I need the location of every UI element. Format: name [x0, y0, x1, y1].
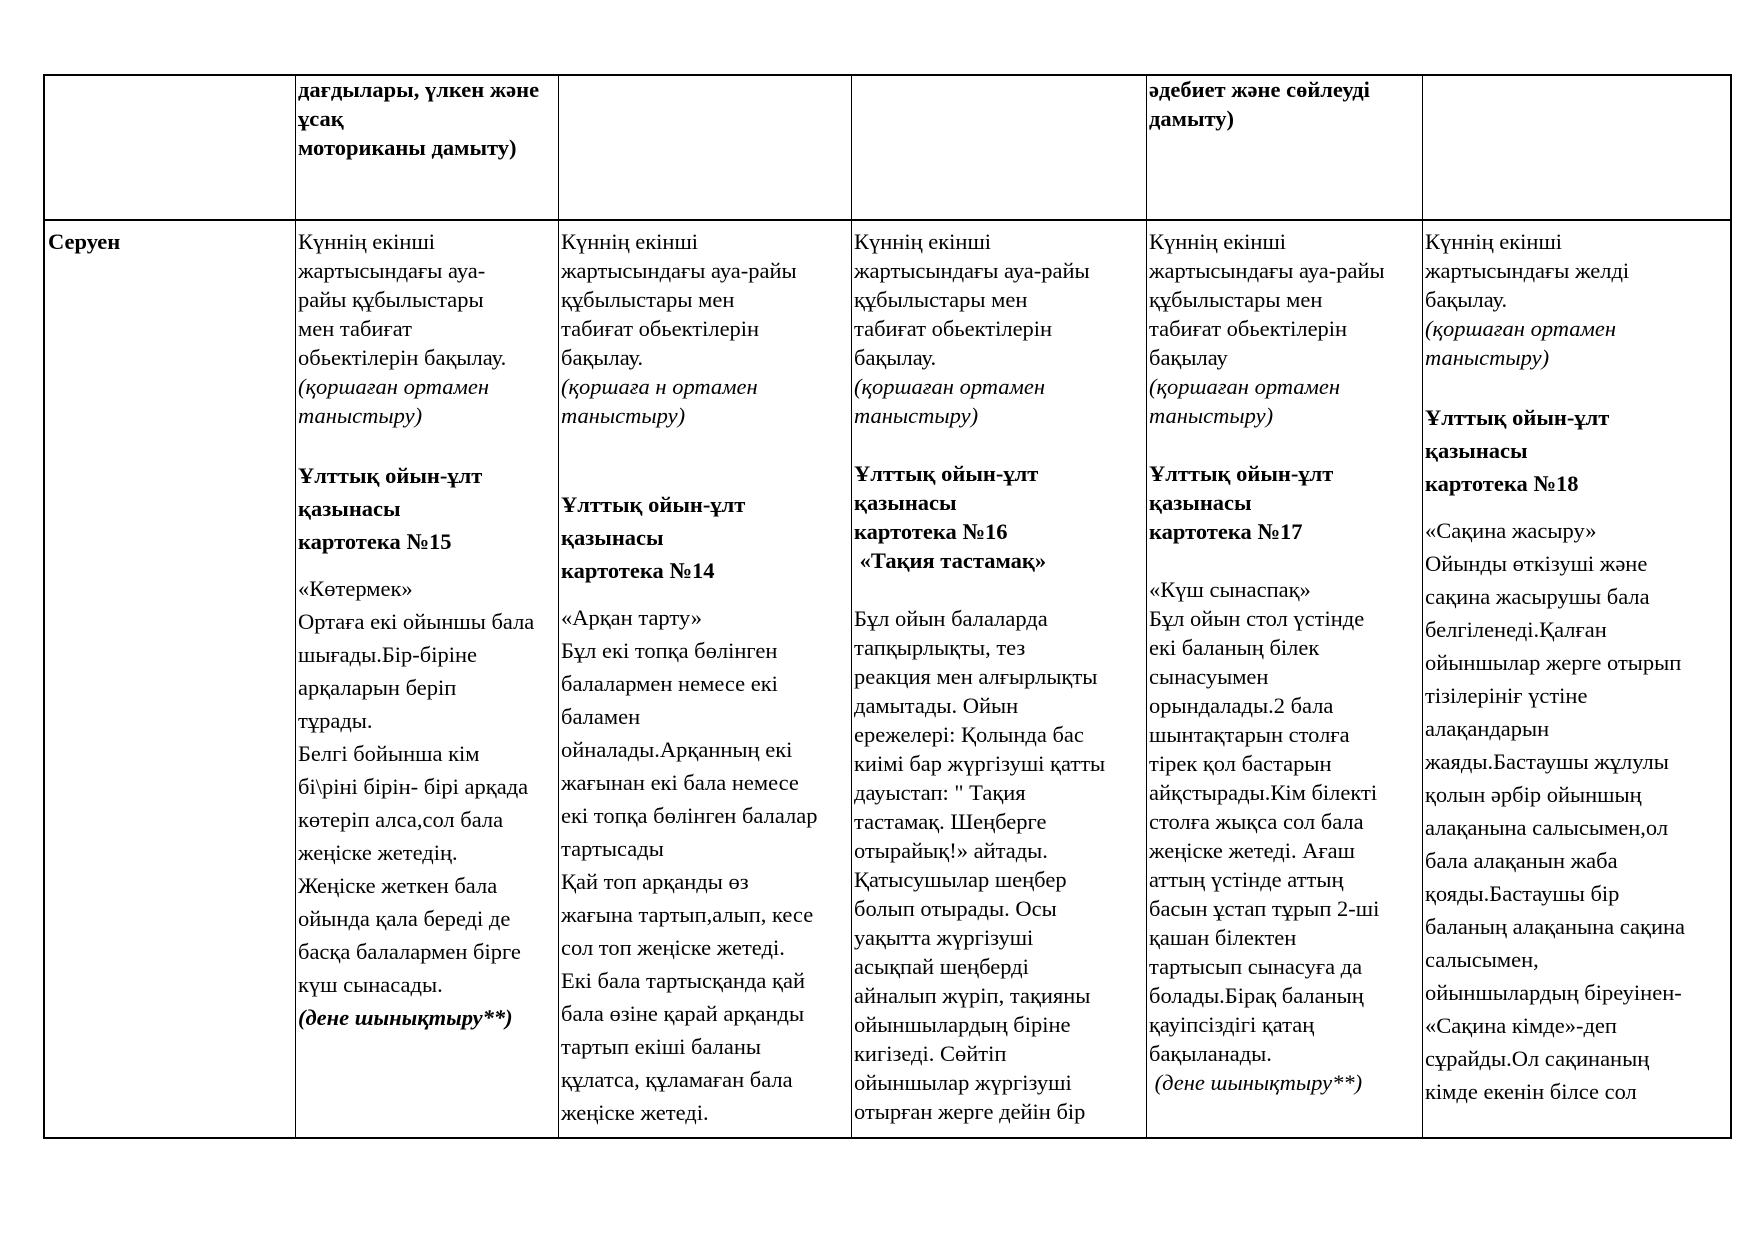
game-heading: Ұлттық ойын-ұлт — [854, 461, 1039, 486]
game-text-line: сұрайды.Ол сақинаның — [1425, 1046, 1650, 1071]
header-line: дамыту) — [1149, 106, 1235, 131]
observation-line: жартысындағы ауа-райы — [1149, 258, 1385, 283]
day-cell-5 — [1423, 227, 1732, 1137]
game-heading: «Тақия тастамақ» — [854, 548, 1047, 573]
game-text-line: Жеңіске жеткен бала — [298, 873, 498, 898]
subject-tag: (дене шынықтыру**) — [1149, 1070, 1363, 1095]
game-heading: Ұлттық ойын-ұлт — [1149, 461, 1334, 486]
game-text-line: жеңіске жетедің. — [298, 840, 458, 865]
observation-line: табиғат обьектілерін — [1149, 316, 1348, 341]
game-text-line: жеңіске жетеді. Ағаш — [1149, 838, 1355, 863]
day-cell-4 — [1147, 227, 1422, 1137]
game-heading: қазынасы — [1149, 490, 1252, 515]
game-text-line: жағынан екі бала немесе — [561, 770, 799, 795]
game-text-line: ойыншылар жүргізуші — [854, 1070, 1072, 1095]
game-text-line: «Сақина кімде»-деп — [1425, 1013, 1617, 1038]
game-text-line: алақанына салысымен,ол — [1425, 815, 1669, 840]
game-text-line: жеңіске жетеді. — [561, 1100, 709, 1125]
game-text-line: ережелері: Қолында бас — [854, 722, 1084, 747]
game-text-line: екі баланың білек — [1149, 635, 1320, 660]
game-text-line: жаяды.Бастаушы жұлулы — [1425, 749, 1669, 774]
observation-line: бақылау. — [854, 345, 937, 370]
game-text-line: уақытта жүргізуші — [854, 925, 1034, 950]
observation-line: бақылау. — [561, 345, 644, 370]
game-heading: Ұлттық ойын-ұлт — [1425, 405, 1610, 430]
game-text-line: айналып жүріп, тақияны — [854, 983, 1091, 1008]
game-text-line: Бұл ойын стол үстінде — [1149, 606, 1365, 631]
game-text-line: шынтақтарын столға — [1149, 722, 1350, 747]
game-text-line: киімі бар жүргізуші қатты — [854, 751, 1106, 776]
game-text-line: тізілерініғ үстіне — [1425, 683, 1588, 708]
game-text-line: басын ұстап тұрып 2-ші — [1149, 896, 1380, 921]
game-text-line: балалармен немесе екі — [561, 671, 778, 696]
game-text-line: қояды.Бастаушы бір — [1425, 881, 1620, 906]
game-text-line: бала өзіне қарай арқанды — [561, 1001, 805, 1026]
game-text-line: баламен — [561, 704, 641, 729]
game-text-line: бі\ріні бірін- бірі арқада — [298, 774, 529, 799]
game-text-line: тұрады. — [298, 708, 373, 733]
day-cell-2 — [559, 227, 851, 1137]
game-text-line: бала алақанын жаба — [1425, 848, 1618, 873]
game-text-line: Белгі бойынша кім — [298, 741, 480, 766]
game-text-line: кімде екенін білсе сол — [1425, 1079, 1637, 1104]
game-text-line: бақыланады. — [1149, 1041, 1272, 1066]
game-text-line: Қатысушылар шеңбер — [854, 867, 1067, 892]
game-text-line: ойыншылардың біріне — [854, 1012, 1071, 1037]
game-text-line: отырған жерге дейін бір — [854, 1099, 1086, 1124]
game-text-line: баланың алақанына сақина — [1425, 914, 1686, 939]
game-text-line: жағына тартып,алып, кесе — [561, 902, 814, 927]
game-text-line: Ойынды өткізуші және — [1425, 551, 1648, 576]
header-line: моториканы дамыту) — [298, 135, 517, 160]
subject-area: таныстыру) — [1425, 345, 1550, 370]
observation-line: жартысындағы ауа-райы — [561, 258, 797, 283]
game-text-line: құлатса, құламаған бала — [561, 1067, 793, 1092]
game-text-line: орындалады.2 бала — [1149, 693, 1334, 718]
subject-tag: (дене шынықтыру**) — [298, 1005, 513, 1030]
game-text-line: дамытады. Ойын — [854, 693, 1019, 718]
header-cell-col5 — [1147, 75, 1422, 215]
game-heading: Ұлттық ойын-ұлт — [298, 463, 483, 488]
observation-line: мен табиғат — [298, 316, 412, 341]
game-name: «Көтермек» — [298, 576, 413, 601]
game-text-line: сол топ жеңіске жетеді. — [561, 935, 785, 960]
row-label-text: Серуен — [48, 229, 121, 254]
game-text-line: тастамақ. Шеңберге — [854, 809, 1047, 834]
observation-line: бақылау. — [1425, 287, 1508, 312]
observation-line: жартысындағы ауа- — [298, 258, 486, 283]
observation-line: бақылау — [1149, 345, 1228, 370]
game-text-line: сынасуымен — [1149, 664, 1269, 689]
game-text-line: ойыншылар жерге отырып — [1425, 650, 1682, 675]
game-text-line: Бұл ойын балаларда — [854, 606, 1048, 631]
observation-line: Күннің екінші — [1425, 229, 1563, 254]
game-text-line: қауіпсіздігі қатаң — [1149, 1012, 1315, 1037]
subject-area: таныстыру) — [298, 403, 423, 428]
observation-line: райы құбылыстары — [298, 287, 484, 312]
observation-line: Күннің екінші — [561, 229, 699, 254]
subject-area: (қоршаған ортамен — [298, 374, 490, 399]
observation-line: обьектілерін бақылау. — [298, 345, 507, 370]
game-text-line: қашан білектен — [1149, 925, 1297, 950]
day-cell-3 — [852, 227, 1146, 1137]
game-text-line: дауыстап: " Тақия — [854, 780, 1026, 805]
game-text-line: көтеріп алса,сол бала — [298, 807, 504, 832]
game-heading: картотека №17 — [1149, 519, 1303, 544]
game-text-line: реакция мен алғырлықты — [854, 664, 1098, 689]
game-text-line: тартып екіші баланы — [561, 1034, 762, 1059]
game-text-line: ойыншылардың біреуінен- — [1425, 980, 1682, 1005]
subject-area: (қоршаған ортамен — [854, 374, 1046, 399]
row-label — [46, 227, 294, 287]
observation-line: құбылыстары мен — [1149, 287, 1323, 312]
game-text-line: белгіленеді.Қалған — [1425, 617, 1607, 642]
game-text-line: айқстырады.Кім білекті — [1149, 780, 1378, 805]
game-text-line: болып отырады. Осы — [854, 896, 1057, 921]
game-text-line: басқа балалармен бірге — [298, 939, 521, 964]
game-text-line: отырайық!» айтады. — [854, 838, 1048, 863]
game-text-line: столға жықса сол бала — [1149, 809, 1364, 834]
subject-area: таныстыру) — [1149, 403, 1274, 428]
header-cell-col2 — [296, 75, 558, 215]
day-cell-1 — [296, 227, 558, 1137]
game-text-line: ойналады.Арқанның екі — [561, 737, 793, 762]
game-text-line: Бұл екі топқа бөлінген — [561, 638, 778, 663]
game-text-line: қолын әрбір ойыншың — [1425, 782, 1642, 807]
game-heading: картотека №18 — [1425, 471, 1579, 496]
schedule-table — [43, 74, 1732, 1139]
observation-line: Күннің екінші — [1149, 229, 1287, 254]
game-text-line: күш сынасады. — [298, 972, 443, 997]
game-heading: қазынасы — [298, 496, 401, 521]
observation-line: табиғат обьектілерін — [854, 316, 1053, 341]
header-line: ұсақ — [298, 106, 344, 131]
game-text-line: тартысады — [561, 836, 664, 861]
game-text-line: алақандарын — [1425, 716, 1550, 741]
game-text-line: екі топқа бөлінген балалар — [561, 803, 818, 828]
game-text-line: тірек қол бастарын — [1149, 751, 1332, 776]
game-heading: Ұлттық ойын-ұлт — [561, 492, 746, 517]
subject-area: (қоршаған ортамен — [1149, 374, 1341, 399]
subject-area: (қоршаған ортамен — [1425, 316, 1617, 341]
game-text-line: салысымен, — [1425, 947, 1539, 972]
observation-line: табиғат обьектілерін — [561, 316, 760, 341]
observation-line: жартысындағы ауа-райы — [854, 258, 1090, 283]
game-text-line: тартысып сынасуға да — [1149, 954, 1363, 979]
game-text-line: шығады.Бір-біріне — [298, 642, 477, 667]
game-text-line: асықпай шеңберді — [854, 954, 1029, 979]
game-name: «Күш сынаспақ» — [1149, 577, 1311, 602]
game-heading: қазынасы — [561, 525, 664, 550]
observation-line: құбылыстары мен — [854, 287, 1028, 312]
game-name: «Арқан тарту» — [561, 605, 702, 630]
observation-line: жартысындағы желді — [1425, 258, 1630, 283]
game-text-line: сақина жасырушы бала — [1425, 584, 1650, 609]
game-heading: картотека №14 — [561, 558, 715, 583]
observation-line: құбылыстары мен — [561, 287, 735, 312]
observation-line: Күннің екінші — [298, 229, 436, 254]
game-name: «Сақина жасыру» — [1425, 518, 1597, 543]
game-text-line: кигізеді. Сөйтіп — [854, 1041, 1007, 1066]
subject-area: (қоршаға н ортамен — [561, 374, 758, 399]
game-text-line: Қай топ арқанды өз — [561, 869, 749, 894]
game-heading: картотека №16 — [854, 519, 1008, 544]
game-text-line: аттың үстінде аттың — [1149, 867, 1344, 892]
header-line: дағдылары, үлкен және — [298, 77, 540, 102]
game-text-line: Екі бала тартысқанда қай — [561, 968, 805, 993]
game-heading: картотека №15 — [298, 529, 452, 554]
row-divider — [45, 219, 1730, 221]
header-line: әдебиет және сөйлеуді — [1149, 77, 1370, 102]
game-text-line: ойында қала береді де — [298, 906, 511, 931]
game-text-line: болады.Бірақ баланың — [1149, 983, 1364, 1008]
game-text-line: тапқырлықты, тез — [854, 635, 1026, 660]
observation-line: Күннің екінші — [854, 229, 992, 254]
game-heading: қазынасы — [854, 490, 957, 515]
game-text-line: Ортаға екі ойыншы бала — [298, 609, 535, 634]
subject-area: таныстыру) — [561, 403, 686, 428]
subject-area: таныстыру) — [854, 403, 979, 428]
game-text-line: арқаларын беріп — [298, 675, 457, 700]
game-heading: қазынасы — [1425, 438, 1528, 463]
